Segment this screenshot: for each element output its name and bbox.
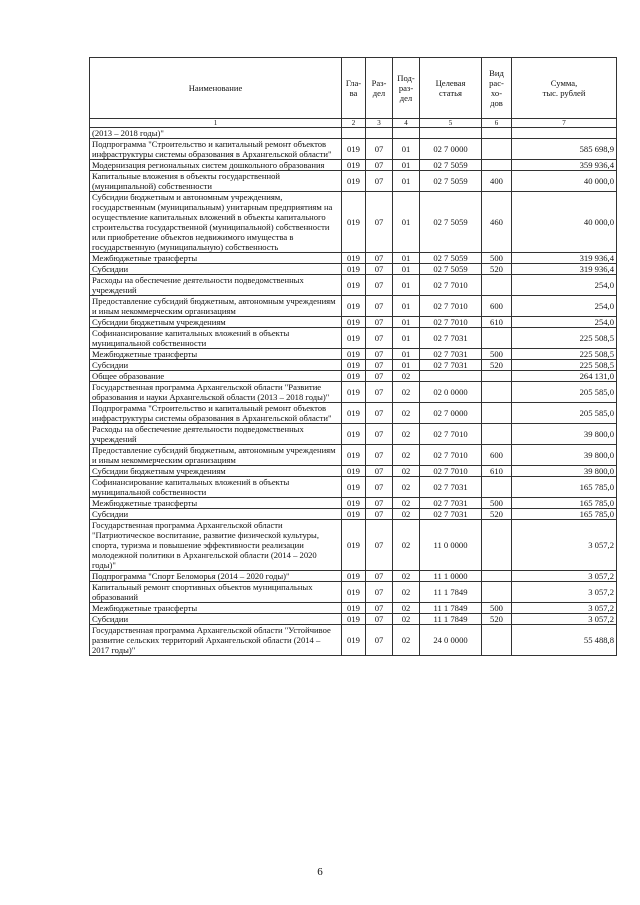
row-summa: 165 785,0 [512, 509, 617, 520]
row-podrazdel: 01 [393, 264, 420, 275]
row-glava: 019 [342, 192, 366, 253]
row-summa: 40 000,0 [512, 192, 617, 253]
row-glava: 019 [342, 275, 366, 296]
row-podrazdel: 02 [393, 614, 420, 625]
row-statya: 02 7 5059 [420, 192, 482, 253]
header-podrazdel: Под- раз- дел [393, 58, 420, 119]
table-row [90, 160, 617, 171]
row-summa: 40 000,0 [512, 171, 617, 192]
header-name: Наименование [90, 58, 342, 119]
row-razdel: 07 [366, 317, 393, 328]
row-glava: 019 [342, 360, 366, 371]
table-row [90, 571, 617, 582]
column-number: 6 [482, 119, 512, 128]
row-razdel: 07 [366, 424, 393, 445]
row-vid [482, 625, 512, 656]
row-name: Межбюджетные трансферты [90, 498, 342, 509]
row-podrazdel: 01 [393, 192, 420, 253]
row-summa: 254,0 [512, 296, 617, 317]
header-statya: Целевая статья [420, 58, 482, 119]
row-vid: 400 [482, 171, 512, 192]
row-razdel: 07 [366, 582, 393, 603]
row-name: Межбюджетные трансферты [90, 349, 342, 360]
row-statya: 02 7 7010 [420, 466, 482, 477]
table-row [90, 582, 617, 603]
column-number: 5 [420, 119, 482, 128]
row-podrazdel: 02 [393, 625, 420, 656]
table-row [90, 498, 617, 509]
table-row [90, 139, 617, 160]
row-name: Межбюджетные трансферты [90, 253, 342, 264]
row-razdel: 07 [366, 509, 393, 520]
row-razdel: 07 [366, 625, 393, 656]
row-razdel: 07 [366, 603, 393, 614]
table-row [90, 360, 617, 371]
row-vid [482, 520, 512, 571]
row-vid: 520 [482, 614, 512, 625]
row-summa: 3 057,2 [512, 520, 617, 571]
row-statya: 02 7 0000 [420, 139, 482, 160]
table-row [90, 520, 617, 571]
row-glava: 019 [342, 349, 366, 360]
row-glava: 019 [342, 403, 366, 424]
row-podrazdel: 01 [393, 275, 420, 296]
row-glava: 019 [342, 582, 366, 603]
row-razdel: 07 [366, 403, 393, 424]
row-vid [482, 571, 512, 582]
row-vid [482, 275, 512, 296]
row-vid: 500 [482, 349, 512, 360]
row-vid: 520 [482, 360, 512, 371]
row-name: Межбюджетные трансферты [90, 603, 342, 614]
row-summa: 3 057,2 [512, 582, 617, 603]
row-name: Предоставление субсидий бюджетным, автономным учреждениям и иным некоммерческим организациям [90, 445, 342, 466]
row-razdel: 07 [366, 349, 393, 360]
row-razdel: 07 [366, 253, 393, 264]
row-name: Подпрограмма "Строительство и капитальный ремонт объектов инфраструктуры системы образования в Архангельской области" [90, 139, 342, 160]
row-razdel: 07 [366, 139, 393, 160]
row-glava: 019 [342, 171, 366, 192]
row-name: Субсидии [90, 614, 342, 625]
row-statya: 02 7 7010 [420, 317, 482, 328]
table-header [90, 58, 617, 128]
row-statya: 11 1 0000 [420, 571, 482, 582]
row-name: Государственная программа Архангельской области "Развитие образования и науки Архангельской области (2013 – 2018 годы)" [90, 382, 342, 403]
row-vid: 500 [482, 603, 512, 614]
row-podrazdel: 01 [393, 317, 420, 328]
table-row [90, 625, 617, 656]
row-razdel: 07 [366, 371, 393, 382]
row-razdel: 07 [366, 192, 393, 253]
row-summa: 585 698,9 [512, 139, 617, 160]
table-row [90, 349, 617, 360]
row-summa: 3 057,2 [512, 603, 617, 614]
row-glava: 019 [342, 520, 366, 571]
table-row [90, 264, 617, 275]
table-row [90, 128, 617, 139]
row-name: Субсидии [90, 264, 342, 275]
row-statya: 02 7 7031 [420, 509, 482, 520]
row-glava: 019 [342, 445, 366, 466]
row-glava: 019 [342, 264, 366, 275]
row-summa: 39 800,0 [512, 424, 617, 445]
row-glava: 019 [342, 498, 366, 509]
row-glava: 019 [342, 328, 366, 349]
header-vid: Вид рас- хо- дов [482, 58, 512, 119]
row-name: Подпрограмма "Строительство и капитальный ремонт объектов инфраструктуры системы образования в Архангельской области" [90, 403, 342, 424]
row-vid [482, 403, 512, 424]
row-podrazdel: 01 [393, 253, 420, 264]
row-vid [482, 371, 512, 382]
row-razdel: 07 [366, 520, 393, 571]
row-statya: 02 7 7031 [420, 360, 482, 371]
table-row [90, 296, 617, 317]
row-statya: 02 7 7010 [420, 424, 482, 445]
row-summa: 225 508,5 [512, 349, 617, 360]
row-podrazdel: 01 [393, 360, 420, 371]
row-statya: 02 7 7031 [420, 498, 482, 509]
row-statya: 11 1 7849 [420, 614, 482, 625]
header-summa: Сумма, тыс. рублей [512, 58, 617, 119]
row-podrazdel: 01 [393, 139, 420, 160]
row-name: Субсидии [90, 360, 342, 371]
row-vid [482, 139, 512, 160]
row-vid [482, 128, 512, 139]
row-podrazdel: 01 [393, 296, 420, 317]
header-glava: Гла- ва [342, 58, 366, 119]
row-podrazdel: 01 [393, 171, 420, 192]
row-glava: 019 [342, 317, 366, 328]
row-summa: 3 057,2 [512, 614, 617, 625]
row-glava: 019 [342, 382, 366, 403]
row-razdel: 07 [366, 498, 393, 509]
table-row [90, 192, 617, 253]
row-podrazdel: 02 [393, 603, 420, 614]
table-row [90, 275, 617, 296]
column-number: 4 [393, 119, 420, 128]
row-summa: 225 508,5 [512, 360, 617, 371]
row-summa: 3 057,2 [512, 571, 617, 582]
row-statya: 02 7 7010 [420, 296, 482, 317]
table-row [90, 371, 617, 382]
row-name: Софинансирование капитальных вложений в объекты муниципальной собственности [90, 328, 342, 349]
header-razdel: Раз- дел [366, 58, 393, 119]
table-row [90, 466, 617, 477]
column-number: 1 [90, 119, 342, 128]
row-glava: 019 [342, 509, 366, 520]
row-name: Подпрограмма "Спорт Беломорья (2014 – 2020 годы)" [90, 571, 342, 582]
row-glava: 019 [342, 625, 366, 656]
row-vid [482, 424, 512, 445]
row-glava: 019 [342, 477, 366, 498]
row-statya [420, 128, 482, 139]
row-glava: 019 [342, 571, 366, 582]
row-summa [512, 128, 617, 139]
row-podrazdel: 01 [393, 349, 420, 360]
row-podrazdel: 01 [393, 328, 420, 349]
row-statya: 02 7 5059 [420, 253, 482, 264]
table-row [90, 603, 617, 614]
row-name: Государственная программа Архангельской области "Патриотическое воспитание, развитие физической культуры, спорта, туризма и повышение эффективности реализации молодежной политики в Архангельской области (2014 – 2020 годы)" [90, 520, 342, 571]
table-row [90, 424, 617, 445]
row-glava: 019 [342, 371, 366, 382]
row-statya: 11 1 7849 [420, 582, 482, 603]
row-summa: 205 585,0 [512, 403, 617, 424]
row-statya: 02 7 7031 [420, 328, 482, 349]
row-statya: 02 7 7010 [420, 275, 482, 296]
row-vid: 600 [482, 445, 512, 466]
row-razdel: 07 [366, 160, 393, 171]
row-name: (2013 – 2018 годы)" [90, 128, 342, 139]
row-summa: 319 936,4 [512, 264, 617, 275]
table-row [90, 382, 617, 403]
table-row [90, 614, 617, 625]
row-podrazdel: 02 [393, 498, 420, 509]
row-summa: 39 800,0 [512, 445, 617, 466]
row-podrazdel: 02 [393, 445, 420, 466]
row-podrazdel: 02 [393, 371, 420, 382]
row-summa: 225 508,5 [512, 328, 617, 349]
row-name: Расходы на обеспечение деятельности подведомственных учреждений [90, 424, 342, 445]
row-vid: 600 [482, 296, 512, 317]
row-glava: 019 [342, 253, 366, 264]
row-podrazdel: 02 [393, 509, 420, 520]
row-name: Капитальный ремонт спортивных объектов муниципальных образований [90, 582, 342, 603]
row-glava: 019 [342, 139, 366, 160]
row-vid: 500 [482, 253, 512, 264]
row-statya: 02 7 5059 [420, 264, 482, 275]
row-vid: 520 [482, 509, 512, 520]
table-row [90, 171, 617, 192]
row-statya: 24 0 0000 [420, 625, 482, 656]
row-statya: 11 1 7849 [420, 603, 482, 614]
row-glava: 019 [342, 614, 366, 625]
row-vid [482, 582, 512, 603]
row-vid: 610 [482, 466, 512, 477]
table-row [90, 328, 617, 349]
row-vid [482, 160, 512, 171]
row-summa: 39 800,0 [512, 466, 617, 477]
row-razdel [366, 128, 393, 139]
column-number: 2 [342, 119, 366, 128]
table-body [90, 128, 617, 656]
row-vid [482, 328, 512, 349]
row-vid: 500 [482, 498, 512, 509]
row-name: Капитальные вложения в объекты государственной (муниципальной) собственности [90, 171, 342, 192]
table-row [90, 445, 617, 466]
row-vid: 610 [482, 317, 512, 328]
row-statya: 02 7 5059 [420, 171, 482, 192]
row-podrazdel: 02 [393, 466, 420, 477]
row-glava: 019 [342, 424, 366, 445]
row-summa: 55 488,8 [512, 625, 617, 656]
row-razdel: 07 [366, 275, 393, 296]
row-podrazdel: 01 [393, 160, 420, 171]
row-vid [482, 477, 512, 498]
row-summa: 205 585,0 [512, 382, 617, 403]
row-statya: 02 7 7010 [420, 445, 482, 466]
row-podrazdel: 02 [393, 424, 420, 445]
row-name: Субсидии бюджетным учреждениям [90, 317, 342, 328]
row-name: Субсидии [90, 509, 342, 520]
table-row [90, 253, 617, 264]
row-podrazdel: 02 [393, 403, 420, 424]
row-summa: 264 131,0 [512, 371, 617, 382]
row-razdel: 07 [366, 171, 393, 192]
row-podrazdel: 02 [393, 382, 420, 403]
table-row [90, 509, 617, 520]
row-razdel: 07 [366, 614, 393, 625]
row-summa: 359 936,4 [512, 160, 617, 171]
row-podrazdel [393, 128, 420, 139]
row-podrazdel: 02 [393, 582, 420, 603]
row-name: Государственная программа Архангельской области "Устойчивое развитие сельских территорий Архангельской области (2014 – 2017 годы)" [90, 625, 342, 656]
row-name: Расходы на обеспечение деятельности подведомственных учреждений [90, 275, 342, 296]
row-summa: 319 936,4 [512, 253, 617, 264]
row-statya: 11 0 0000 [420, 520, 482, 571]
row-name: Субсидии бюджетным и автономным учреждениям, государственным (муниципальным) унитарным предприятиям на осуществление капитальных вложений в объекты капитального строительства государственной (муниципальной) собственности или приобретение объектов недвижимого имущества в государственную (муниципальную) собственность [90, 192, 342, 253]
column-number: 3 [366, 119, 393, 128]
row-summa: 165 785,0 [512, 498, 617, 509]
row-razdel: 07 [366, 445, 393, 466]
table-row [90, 477, 617, 498]
row-razdel: 07 [366, 296, 393, 317]
row-name: Субсидии бюджетным учреждениям [90, 466, 342, 477]
row-vid: 460 [482, 192, 512, 253]
row-name: Общее образование [90, 371, 342, 382]
row-vid: 520 [482, 264, 512, 275]
row-razdel: 07 [366, 571, 393, 582]
row-summa: 254,0 [512, 275, 617, 296]
table-row [90, 317, 617, 328]
column-number: 7 [512, 119, 617, 128]
row-razdel: 07 [366, 360, 393, 371]
row-razdel: 07 [366, 264, 393, 275]
row-glava: 019 [342, 603, 366, 614]
row-statya: 02 7 7031 [420, 349, 482, 360]
row-podrazdel: 02 [393, 571, 420, 582]
row-name: Софинансирование капитальных вложений в объекты муниципальной собственности [90, 477, 342, 498]
row-glava: 019 [342, 160, 366, 171]
budget-table [89, 57, 617, 656]
column-number-row [90, 119, 617, 128]
row-razdel: 07 [366, 382, 393, 403]
table-row [90, 403, 617, 424]
row-vid [482, 382, 512, 403]
row-razdel: 07 [366, 328, 393, 349]
page-number: 6 [317, 866, 323, 878]
row-podrazdel: 02 [393, 520, 420, 571]
row-razdel: 07 [366, 477, 393, 498]
row-statya: 02 0 0000 [420, 382, 482, 403]
row-statya: 02 7 7031 [420, 477, 482, 498]
row-name: Предоставление субсидий бюджетным, автономным учреждениям и иным некоммерческим организациям [90, 296, 342, 317]
row-statya [420, 371, 482, 382]
row-razdel: 07 [366, 466, 393, 477]
row-glava: 019 [342, 296, 366, 317]
row-statya: 02 7 5059 [420, 160, 482, 171]
row-summa: 165 785,0 [512, 477, 617, 498]
row-podrazdel: 02 [393, 477, 420, 498]
row-glava: 019 [342, 466, 366, 477]
row-summa: 254,0 [512, 317, 617, 328]
row-statya: 02 7 0000 [420, 403, 482, 424]
row-glava [342, 128, 366, 139]
row-name: Модернизация региональных систем дошкольного образования [90, 160, 342, 171]
